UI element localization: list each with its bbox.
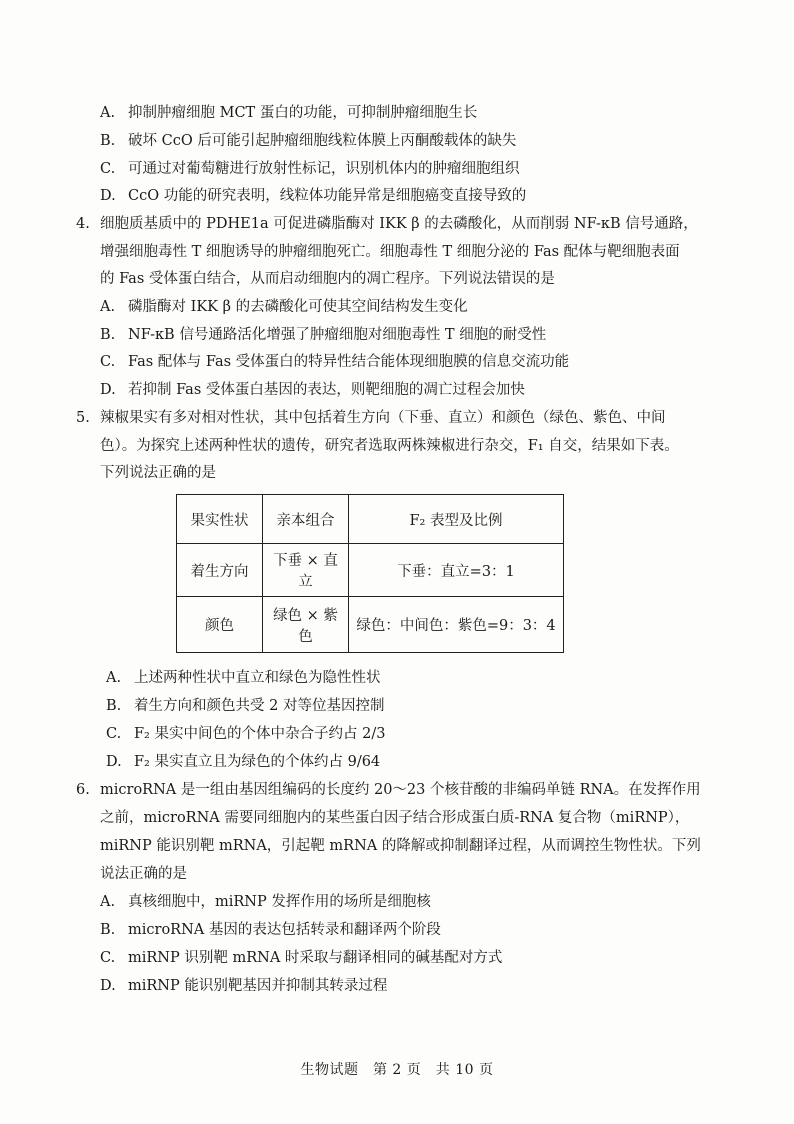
q3-option-d: D. CcO 功能的研究表明，线粒体功能异常是细胞癌变直接导致的 — [100, 188, 527, 204]
q6-option-b: B. microRNA 基因的表达包括转录和翻译两个阶段 — [100, 922, 441, 938]
q5-option-d: D. F₂ 果实直立且为绿色的个体约占 9/64 — [106, 754, 381, 770]
q6-number: 6. — [76, 782, 90, 798]
table-header-cell: F₂ 表型及比例 — [349, 495, 564, 544]
trait-table — [176, 494, 564, 653]
q5-number: 5. — [76, 410, 90, 426]
q4-number: 4. — [76, 216, 90, 232]
table-cell: 绿色：中间色：紫色=9：3：4 — [349, 597, 564, 653]
q4-stem-line-1: 细胞质基质中的 PDHE1a 可促进磷脂酶对 IKK β 的去磷酸化，从而削弱 NF-κB 信号通路， — [100, 216, 698, 232]
table-header-cell: 果实性状 — [177, 495, 263, 544]
q4-stem-line-3: 的 Fas 受体蛋白结合，从而启动细胞内的凋亡程序。下列说法错误的是 — [100, 271, 555, 287]
q6-stem-line-4: 说法正确的是 — [100, 866, 187, 882]
q3-option-c: C. 可通过对葡萄糖进行放射性标记，识别机体内的肿瘤细胞组织 — [100, 161, 520, 177]
q3-option-b: B. 破坏 CcO 后可能引起肿瘤细胞线粒体膜上丙酮酸载体的缺失 — [100, 133, 517, 149]
table-cell: 下垂：直立=3：1 — [349, 544, 564, 597]
q4-option-a: A. 磷脂酶对 IKK β 的去磷酸化可使其空间结构发生变化 — [100, 299, 468, 315]
q5-stem-line-3: 下列说法正确的是 — [100, 465, 216, 481]
q5-option-a: A. 上述两种性状中直立和绿色为隐性性状 — [106, 670, 381, 686]
table-cell: 绿色 × 紫色 — [263, 597, 349, 653]
table-header-row — [177, 495, 564, 544]
table-cell: 颜色 — [177, 597, 263, 653]
q4-stem-line-2: 增强细胞毒性 T 细胞诱导的肿瘤细胞死亡。细胞毒性 T 细胞分泌的 Fas 配体与靶细胞表面 — [100, 244, 680, 260]
table-cell: 着生方向 — [177, 544, 263, 597]
q5-stem-line-2: 色）。为探究上述两种性状的遗传，研究者选取两株辣椒进行杂交，F₁ 自交，结果如下表。 — [100, 438, 679, 454]
q5-stem-line-1: 辣椒果实有多对相对性状，其中包括着生方向（下垂、直立）和颜色（绿色、紫色、中间 — [100, 410, 666, 426]
table-row — [177, 597, 564, 653]
table-row — [177, 544, 564, 597]
table-cell: 下垂 × 直立 — [263, 544, 349, 597]
q6-option-d: D. miRNP 能识别靶基因并抑制其转录过程 — [100, 978, 388, 994]
q6-option-a: A. 真核细胞中，miRNP 发挥作用的场所是细胞核 — [100, 894, 431, 910]
q4-option-b: B. NF-κB 信号通路活化增强了肿瘤细胞对细胞毒性 T 细胞的耐受性 — [100, 327, 547, 343]
table-header-cell: 亲本组合 — [263, 495, 349, 544]
q6-stem-line-3: miRNP 能识别靶 mRNA，引起靶 mRNA 的降解或抑制翻译过程，从而调控生物性状。下列 — [100, 838, 701, 854]
q6-stem-line-1: microRNA 是一组由基因组编码的长度约 20～23 个核苷酸的非编码单链 RNA。在发挥作用 — [100, 782, 701, 798]
q5-option-c: C. F₂ 果实中间色的个体中杂合子约占 2/3 — [106, 726, 386, 742]
q6-option-c: C. miRNP 识别靶 mRNA 时采取与翻译相同的碱基配对方式 — [100, 950, 503, 966]
page-footer: 生物试题 第 2 页 共 10 页 — [300, 1062, 494, 1078]
q4-option-d: D. 若抑制 Fas 受体蛋白基因的表达，则靶细胞的凋亡过程会加快 — [100, 382, 525, 398]
q3-option-a: A. 抑制肿瘤细胞 MCT 蛋白的功能，可抑制肿瘤细胞生长 — [100, 105, 478, 121]
q4-option-c: C. Fas 配体与 Fas 受体蛋白的特异性结合能体现细胞膜的信息交流功能 — [100, 354, 570, 370]
q6-stem-line-2: 之前，microRNA 需要同细胞内的某些蛋白因子结合形成蛋白质-RNA 复合物（miRNP）， — [100, 810, 690, 826]
q5-option-b: B. 着生方向和颜色共受 2 对等位基因控制 — [106, 698, 385, 714]
